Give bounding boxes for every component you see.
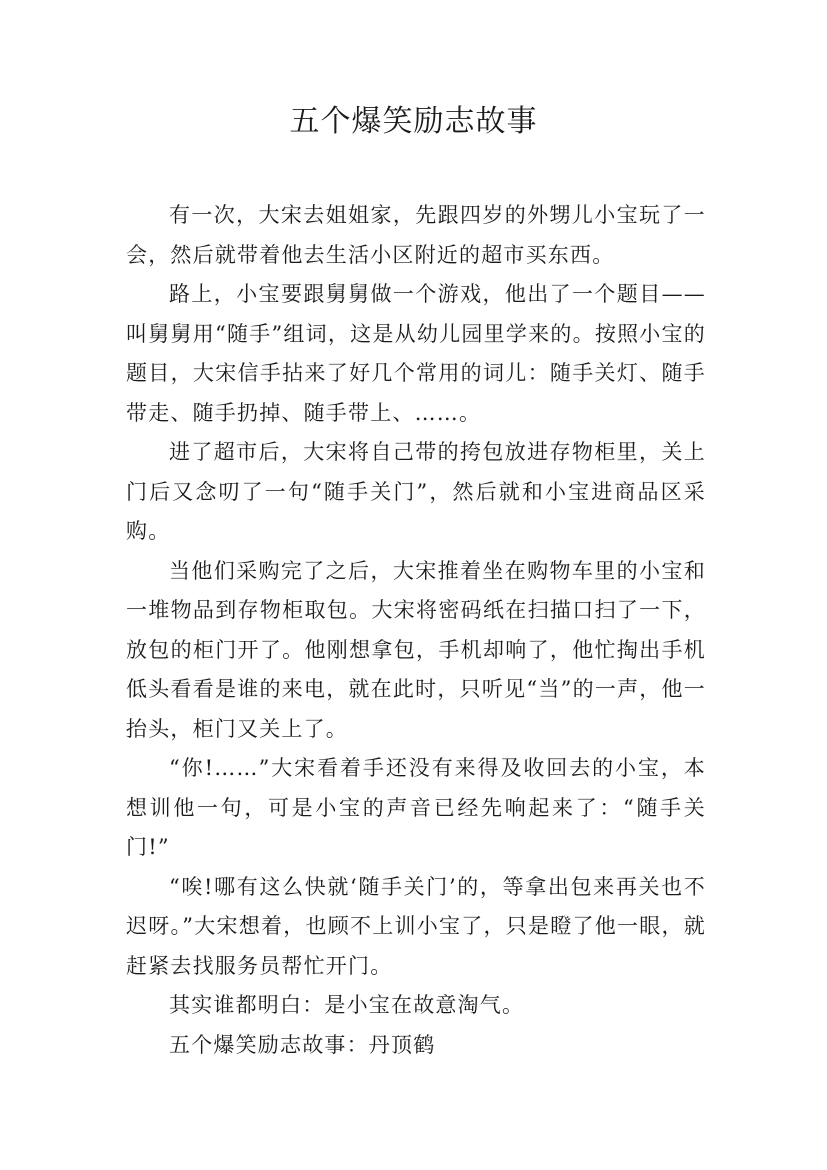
paragraph-4: 当他们采购完了之后，大宋推着坐在购物车里的小宝和一堆物品到存物柜取包。大宋将密码纸在扫描口扫了一下，放包的柜门开了。他刚想拿包，手机却响了，他忙掏出手机低头看看是谁的来电，就在此时，只听见“当”的一声，他一抬头，柜门又关上了。 bbox=[126, 558, 706, 741]
paragraph-5: “你!……”大宋看着手还没有来得及收回去的小宝，本想训他一句，可是小宝的声音已经先响起来了：“随手关门!” bbox=[126, 756, 706, 859]
story-body bbox=[126, 196, 706, 1065]
paragraph-7: 其实谁都明白：是小宝在故意淘气。 bbox=[169, 993, 525, 1017]
paragraph-6: “唉!哪有这么快就‘随手关门’的，等拿出包来再关也不迟呀。”大宋想着，也顾不上训小宝了，只是瞪了他一眼，就赶紧去找服务员帮忙开门。 bbox=[126, 874, 706, 978]
page-title: 五个爆笑励志故事 bbox=[289, 104, 538, 139]
next-story-heading: 五个爆笑励志故事：丹顶鹤 bbox=[169, 1032, 436, 1057]
paragraph-1: 有一次，大宋去姐姐家，先跟四岁的外甥儿小宝玩了一会，然后就带着他去生活小区附近的超市买东西。 bbox=[126, 203, 706, 267]
paragraph-2: 路上，小宝要跟舅舅做一个游戏，他出了一个题目——叫舅舅用“随手”组词，这是从幼儿园里学来的。按照小宝的题目，大宋信手拈来了好几个常用的词儿：随手关灯、随手带走、随手扔掉、随手带上、……。 bbox=[126, 282, 706, 425]
paragraph-3: 进了超市后，大宋将自己带的挎包放进存物柜里，关上门后又念叨了一句“随手关门”，然后就和小宝进商品区采购。 bbox=[126, 440, 706, 543]
